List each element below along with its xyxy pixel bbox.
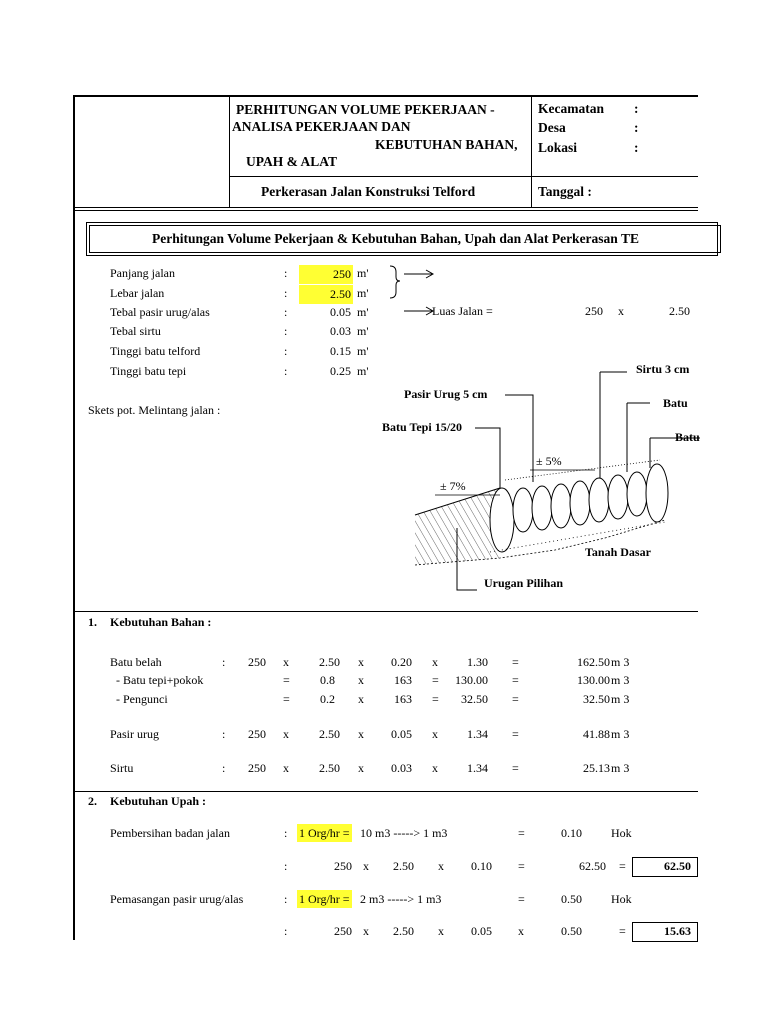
calc-result: 62.50 (579, 859, 606, 873)
label-pasir-urug: Pasir Urug 5 cm (404, 387, 488, 401)
row-eq: = (512, 673, 519, 687)
row-unit: m 3 (611, 692, 630, 706)
header-title-line-2: ANALISA PEKERJAAN DAN (232, 119, 411, 134)
upah-rate-rest: 2 m3 -----> 1 m3 (360, 892, 442, 906)
label-slope-5: ± 5% (536, 454, 562, 468)
label-batu-1: Batu (663, 396, 688, 410)
upah-rate[interactable]: 1 Org/hr = (299, 826, 350, 840)
calc-total: 15.63 (632, 922, 698, 942)
calc-c: 0.05 (471, 924, 492, 938)
row-c2: 0.8 (320, 673, 335, 687)
param-value[interactable]: 250 (299, 265, 353, 284)
header-title-line-3: KEBUTUHAN BAHAN, (375, 137, 518, 152)
calc-colon: : (284, 924, 288, 938)
param-label: Tebal sirtu (110, 324, 161, 338)
param-label: Tinggi batu tepi (110, 364, 187, 378)
row-unit: m 3 (611, 655, 630, 669)
upah-coef: 0.10 (561, 826, 582, 840)
row-c2: 0.2 (320, 692, 335, 706)
row-c4: 32.50 (461, 692, 488, 706)
row-result: 162.50 (577, 655, 610, 669)
upah-label: Pemasangan pasir urug/alas (110, 892, 244, 906)
label-urugan-pilihan: Urugan Pilihan (484, 576, 564, 590)
upah-unit: Hok (611, 826, 632, 840)
upah-eq: = (518, 826, 525, 840)
label-batu-2: Batu (675, 430, 700, 444)
param-colon: : (284, 266, 288, 280)
row-c1: 250 (248, 761, 266, 775)
row-c1: 250 (248, 727, 266, 741)
param-unit: m' (357, 266, 369, 280)
row-label: - Batu tepi+pokok (116, 673, 204, 687)
meta-lokasi-label: Lokasi (538, 140, 578, 155)
row-op1: x (283, 727, 289, 741)
param-colon: : (284, 344, 288, 358)
row-op3: = (432, 673, 439, 687)
label-batu-tepi: Batu Tepi 15/20 (382, 420, 463, 434)
header-col1-divider (229, 95, 230, 208)
meta-kecamatan-label: Kecamatan (538, 101, 604, 116)
row-label: Pasir urug (110, 727, 159, 741)
row-c3: 0.20 (391, 655, 412, 669)
header-mid-line (229, 176, 698, 177)
row-c1: 250 (248, 655, 266, 669)
row-colon: : (222, 655, 226, 669)
upah-label: Pembersihan badan jalan (110, 826, 230, 840)
label-tanah-dasar: Tanah Dasar (585, 545, 651, 559)
row-op2: x (358, 673, 364, 687)
calc-eq2: = (619, 859, 626, 873)
upah-title: Kebutuhan Upah : (110, 794, 207, 808)
label-slope-7: ± 7% (440, 479, 466, 493)
calc-x3: x (518, 924, 524, 938)
row-result: 41.88 (583, 727, 610, 741)
row-label: - Pengunci (116, 692, 168, 706)
upah-number: 2. (88, 794, 97, 808)
row-c2: 2.50 (319, 727, 340, 741)
meta-desa-colon: : (634, 120, 639, 135)
label-sirtu: Sirtu 3 cm (636, 362, 690, 376)
row-op1: = (283, 673, 290, 687)
calc-eq: = (518, 859, 525, 873)
row-c4: 1.30 (467, 655, 488, 669)
header-col2-divider (531, 95, 532, 208)
meta-desa-label: Desa (538, 120, 566, 135)
row-op1: = (283, 692, 290, 706)
frame-left (73, 95, 75, 940)
calc-x2: x (438, 924, 444, 938)
upah-rate[interactable]: 1 Org/hr = (299, 892, 350, 906)
meta-lokasi-colon: : (634, 140, 639, 155)
calc-total: 62.50 (632, 857, 698, 877)
row-c3: 163 (394, 673, 412, 687)
header-bottom-line (73, 207, 698, 208)
header-title-line-1: PERHITUNGAN VOLUME PEKERJAAN - (236, 102, 495, 117)
row-c2: 2.50 (319, 655, 340, 669)
calc-x1: x (363, 859, 369, 873)
row-eq: = (512, 655, 519, 669)
param-value: 0.25 (330, 364, 351, 378)
row-c3: 163 (394, 692, 412, 706)
param-colon: : (284, 324, 288, 338)
row-op1: x (283, 761, 289, 775)
row-op2: x (358, 761, 364, 775)
calc-d: 0.50 (561, 924, 582, 938)
calc-a: 250 (334, 859, 352, 873)
upah-colon: : (284, 892, 288, 906)
upah-eq: = (518, 892, 525, 906)
row-colon: : (222, 727, 226, 741)
row-op2: x (358, 727, 364, 741)
row-op1: x (283, 655, 289, 669)
row-op3: x (432, 727, 438, 741)
header-bottom-line2 (73, 210, 698, 211)
row-c2: 2.50 (319, 761, 340, 775)
param-value: 0.03 (330, 324, 351, 338)
param-value: 0.15 (330, 344, 351, 358)
param-colon: : (284, 305, 288, 319)
param-label: Tebal pasir urug/alas (110, 305, 210, 319)
calc-colon: : (284, 859, 288, 873)
row-eq: = (512, 761, 519, 775)
param-unit: m' (357, 305, 369, 319)
section-title: Perhitungan Volume Pekerjaan & Kebutuhan Bahan, Upah dan Alat Perkerasan TE (152, 231, 639, 246)
calc-b: 2.50 (393, 859, 414, 873)
row-unit: m 3 (611, 761, 630, 775)
row-op2: x (358, 655, 364, 669)
param-unit: m' (357, 364, 369, 378)
row-result: 130.00 (577, 673, 610, 687)
luas-label: Luas Jalan = (432, 304, 493, 318)
param-unit: m' (357, 344, 369, 358)
meta-kecamatan-colon: : (634, 101, 639, 116)
row-op2: x (358, 692, 364, 706)
row-op3: x (432, 655, 438, 669)
param-colon: : (284, 364, 288, 378)
calc-eq2: = (619, 924, 626, 938)
luas-x: x (618, 304, 624, 318)
section-line-2 (73, 791, 698, 792)
row-label: Batu belah (110, 655, 162, 669)
header-subtitle: Perkerasan Jalan Konstruksi Telford (261, 184, 476, 199)
row-c4: 130.00 (455, 673, 488, 687)
frame-top (73, 95, 698, 97)
row-unit: m 3 (611, 727, 630, 741)
row-c3: 0.05 (391, 727, 412, 741)
param-unit: m' (357, 324, 369, 338)
param-label: Lebar jalan (110, 286, 165, 300)
row-result: 25.13 (583, 761, 610, 775)
row-unit: m 3 (611, 673, 630, 687)
row-result: 32.50 (583, 692, 610, 706)
sketch-caption: Skets pot. Melintang jalan : (88, 403, 221, 417)
row-eq: = (512, 692, 519, 706)
header-title-line-4: UPAH & ALAT (246, 154, 337, 169)
meta-tanggal: Tanggal : (538, 184, 592, 199)
luas-a: 250 (585, 304, 603, 318)
luas-b: 2.50 (669, 304, 690, 318)
bahan-title: Kebutuhan Bahan : (110, 615, 212, 629)
upah-colon: : (284, 826, 288, 840)
param-colon: : (284, 286, 288, 300)
row-op3: = (432, 692, 439, 706)
calc-x2: x (438, 859, 444, 873)
row-label: Sirtu (110, 761, 134, 775)
upah-unit: Hok (611, 892, 632, 906)
row-c4: 1.34 (467, 727, 488, 741)
param-label: Panjang jalan (110, 266, 175, 280)
bahan-number: 1. (88, 615, 97, 629)
row-op3: x (432, 761, 438, 775)
param-unit: m' (357, 286, 369, 300)
calc-c: 0.10 (471, 859, 492, 873)
param-value: 0.05 (330, 305, 351, 319)
section-line-1 (73, 611, 698, 612)
row-eq: = (512, 727, 519, 741)
param-value[interactable]: 2.50 (299, 285, 353, 304)
calc-b: 2.50 (393, 924, 414, 938)
row-c4: 1.34 (467, 761, 488, 775)
calc-x1: x (363, 924, 369, 938)
calc-a: 250 (334, 924, 352, 938)
param-label: Tinggi batu telford (110, 344, 201, 358)
upah-coef: 0.50 (561, 892, 582, 906)
upah-rate-rest: 10 m3 -----> 1 m3 (360, 826, 448, 840)
row-colon: : (222, 761, 226, 775)
row-c3: 0.03 (391, 761, 412, 775)
